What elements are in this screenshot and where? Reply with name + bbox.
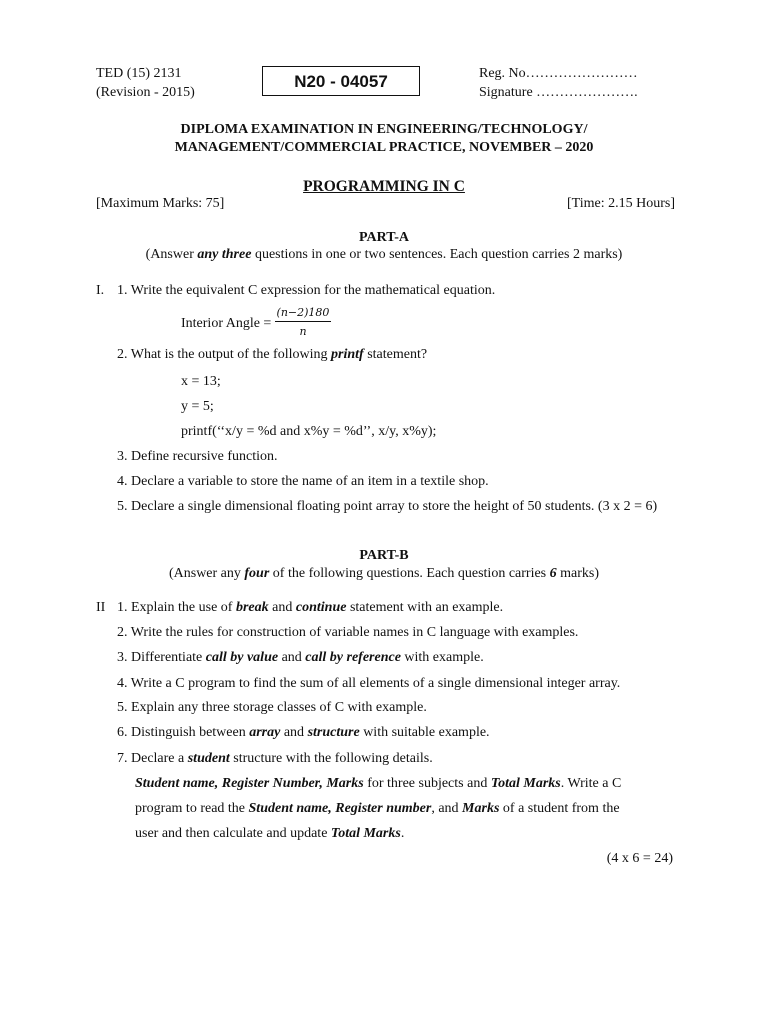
part-b-instructions: (Answer any four of the following questions. Each question carries 6 marks) — [168, 566, 600, 581]
question-a5: 5. Declare a single dimensional floating point array to store the height of 50 students. (3 x 2 = 6) — [117, 499, 658, 514]
equation-denominator: n — [299, 325, 307, 338]
question-a4: 4. Declare a variable to store the name of an item in a textile shop. — [117, 474, 489, 489]
equation-fraction — [275, 306, 331, 338]
code-line-1: x = 13; — [181, 374, 221, 389]
question-b7: 7. Declare a student structure with the following details. — [117, 751, 433, 766]
equation-numerator: (n−2)180 — [275, 306, 331, 322]
revision: (Revision - 2015) — [96, 85, 195, 100]
question-b5: 5. Explain any three storage classes of C with example. — [117, 700, 427, 715]
equation-label: Interior Angle = — [181, 316, 272, 331]
question-b7-detail-2: program to read the Student name, Register number, and Marks of a student from the — [135, 801, 620, 816]
question-b1: 1. Explain the use of break and continue statement with an example. — [117, 600, 504, 615]
subject-title: PROGRAMMING IN C — [303, 178, 465, 195]
code-line-2: y = 5; — [181, 399, 214, 414]
exam-title-line1: DIPLOMA EXAMINATION IN ENGINEERING/TECHNOLOGY/ — [180, 122, 588, 137]
question-b6: 6. Distinguish between array and structure with suitable example. — [117, 725, 490, 740]
question-b2: 2. Write the rules for construction of variable names in C language with examples. — [117, 625, 579, 640]
exam-title-line2: MANAGEMENT/COMMERCIAL PRACTICE, NOVEMBER – 2020 — [174, 140, 594, 155]
signature-field: Signature …………………. — [479, 85, 638, 100]
question-paper-code: N20 - 04057 — [262, 66, 420, 96]
question-b4: 4. Write a C program to find the sum of all elements of a single dimensional integer array. — [117, 676, 621, 691]
time-allowed: [Time: 2.15 Hours] — [567, 196, 675, 211]
question-b7-detail-1: Student name, Register Number, Marks for three subjects and Total Marks. Write a C — [135, 776, 622, 791]
course-code: TED (15) 2131 — [96, 66, 182, 81]
part-b-marks: (4 x 6 = 24) — [606, 851, 673, 866]
question-a2: 2. What is the output of the following printf statement? — [117, 347, 428, 362]
section-roman-ii: II — [96, 600, 106, 615]
part-a-instructions: (Answer any three questions in one or two sentences. Each question carries 2 marks) — [145, 247, 623, 262]
reg-no-field: Reg. No…………………… — [479, 66, 638, 81]
part-a-heading: PART-A — [358, 230, 410, 245]
question-b3: 3. Differentiate call by value and call by reference with example. — [117, 650, 484, 665]
question-a3: 3. Define recursive function. — [117, 449, 278, 464]
max-marks: [Maximum Marks: 75] — [96, 196, 225, 211]
part-b-heading: PART-B — [359, 548, 409, 563]
section-roman-i: I. — [96, 283, 105, 298]
code-line-3: printf(‘‘x/y = %d and x%y = %d’’, x/y, x%y); — [181, 424, 437, 439]
question-a1: 1. Write the equivalent C expression for the mathematical equation. — [117, 283, 496, 298]
question-b7-detail-3: user and then calculate and update Total Marks. — [135, 826, 405, 841]
